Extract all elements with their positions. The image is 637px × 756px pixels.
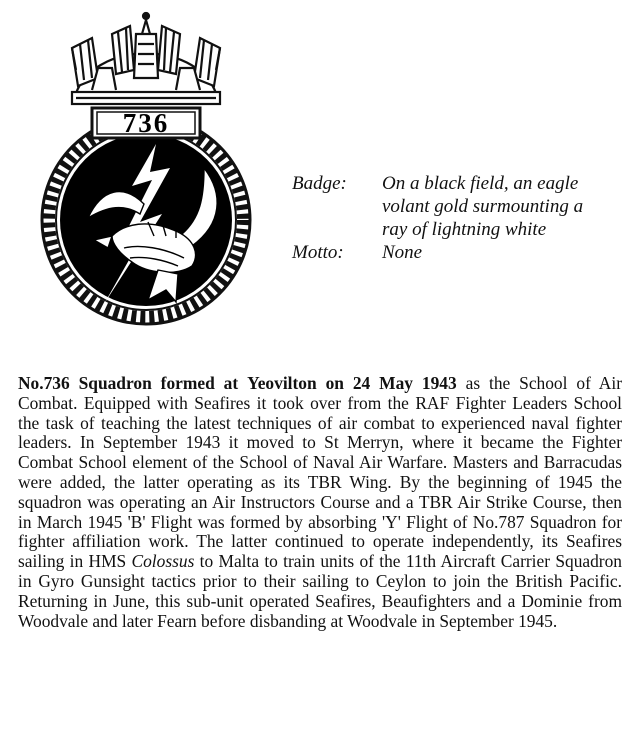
motto-value: None xyxy=(382,242,423,263)
squadron-badge-graphic xyxy=(28,8,264,348)
badge-description-line: volant gold surmounting a xyxy=(382,196,584,217)
squadron-history xyxy=(18,374,622,631)
badge-description-line: ray of lightning white xyxy=(382,219,547,240)
history-on: on xyxy=(325,373,344,393)
naval-crown-icon xyxy=(72,13,220,104)
motto-row xyxy=(292,241,632,264)
badge-description xyxy=(382,172,632,241)
badge-number: 736 xyxy=(122,108,170,138)
history-date: 24 May 1943 xyxy=(352,373,457,393)
history-text-part-1: as the School of Air Combat. Equipped with Seafires it took over from the RAF Fighter Leaders School the task of teaching the latest techniques of air combat to experienced naval fighter leaders. In September 1943 it moved to St Merryn, where it became the Fighter Combat School element of the School of Naval Air Warfare. Masters and Barracudas were added, the latter operating as its TBR Wing. By the beginning of 1945 the squadron was operating an Air Instructors Course and a TBR Air Strike Course, then in March 1945 'B' Flight was formed by absorbing 'Y' Flight of No.787 Squadron for fighter affiliation work. The latter continued to operate independently, its Seafires sailing in HMS xyxy=(18,373,622,572)
history-lead: No.736 Squadron formed at xyxy=(18,373,239,393)
badge-caption xyxy=(292,172,632,264)
badge-row xyxy=(292,172,632,241)
badge-label: Badge: xyxy=(292,173,347,194)
history-text-part-2: to Malta to train units of the 11th Aircraft Carrier Squadron in Gyro Gunsight tactics prior to their sailing to Ceylon to join the British Pacific. Returning in June, this sub-unit operated Seafires, Beaufighters and a Dominie from Woodvale and later Fearn before disbanding at Woodvale in September 1945. xyxy=(18,551,622,631)
motto-label: Motto: xyxy=(292,242,344,263)
badge-description-line: On a black field, an eagle xyxy=(382,173,579,194)
history-base: Yeovilton xyxy=(247,373,317,393)
history-ship-name: Colossus xyxy=(131,551,195,572)
squadron-badge xyxy=(28,8,264,348)
